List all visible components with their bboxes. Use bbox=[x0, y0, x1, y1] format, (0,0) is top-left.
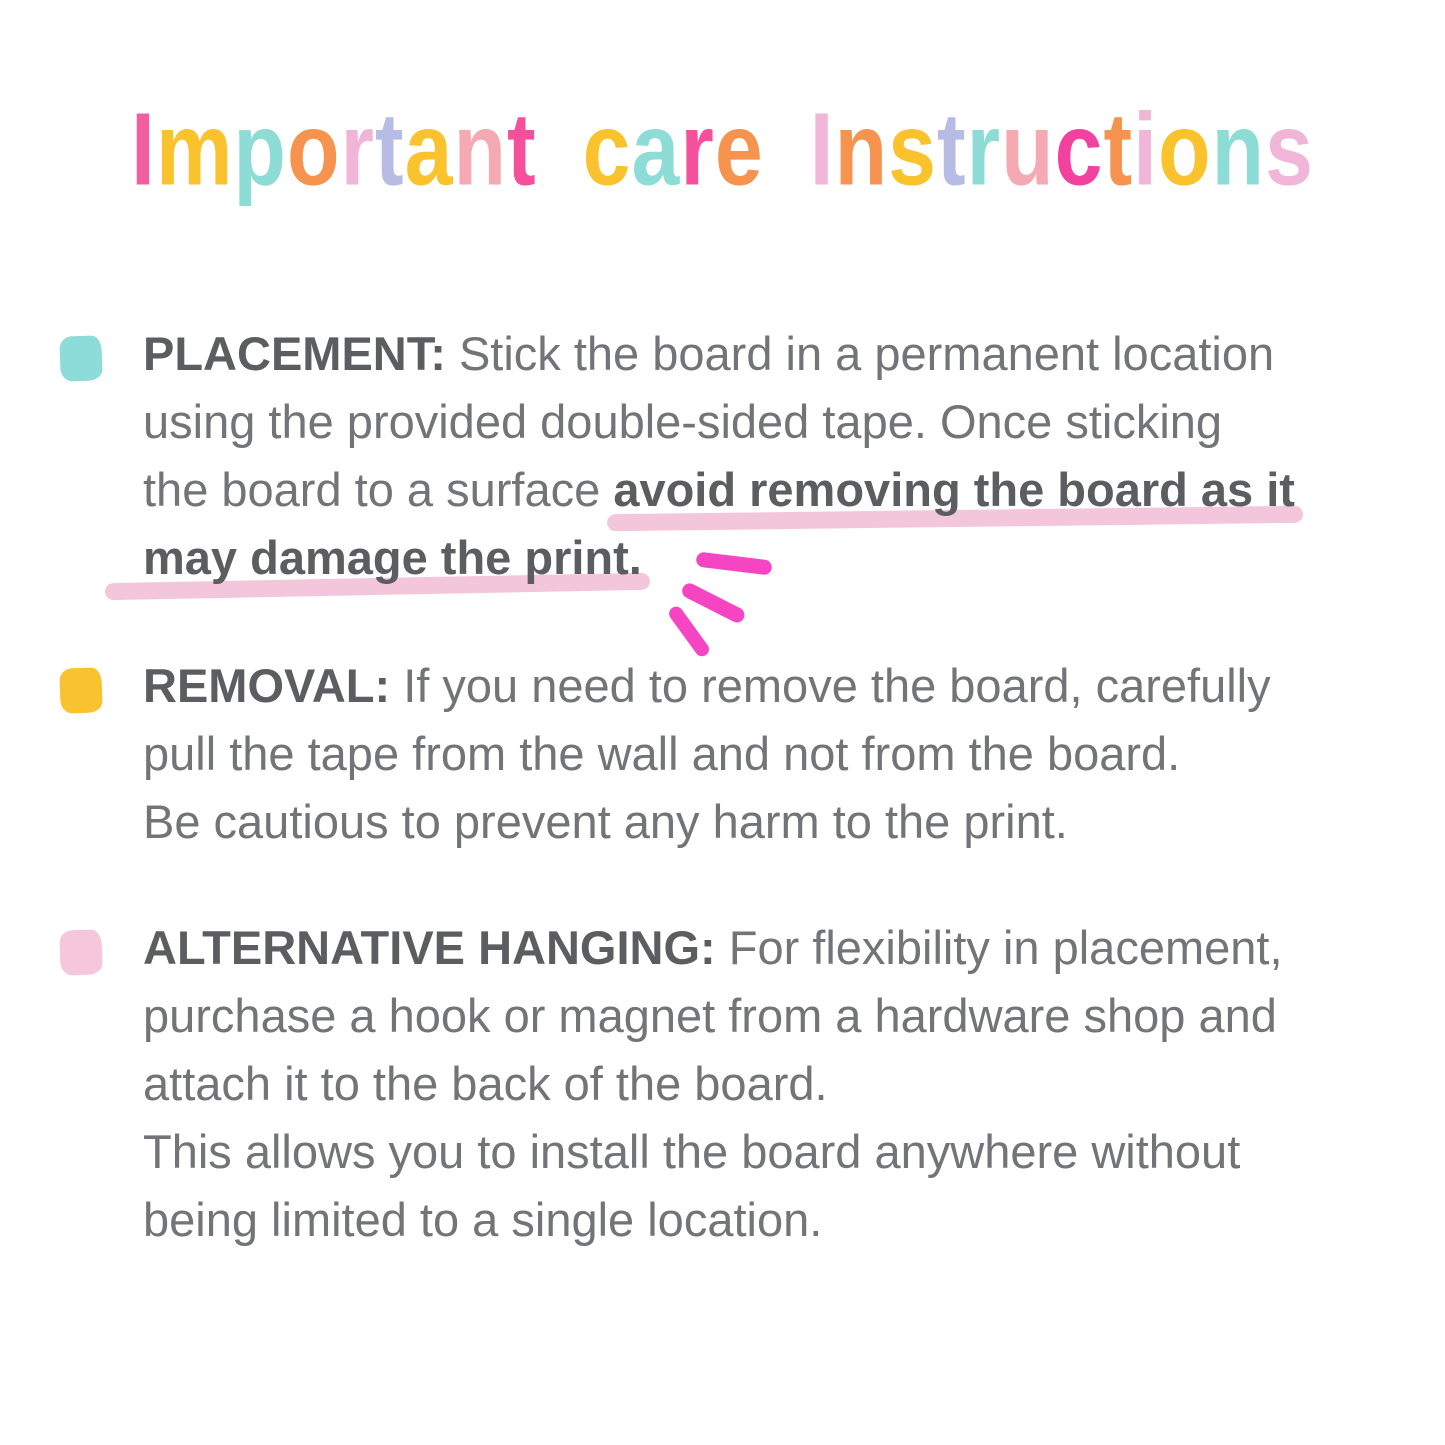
text-line bbox=[143, 1050, 1283, 1118]
text-line bbox=[143, 320, 1295, 388]
title-letter: s bbox=[888, 92, 937, 208]
body-text: pull the tape from the wall and not from the board. bbox=[143, 727, 1181, 780]
title-letter: t bbox=[936, 92, 967, 208]
section-alternative-hanging bbox=[60, 914, 1283, 1254]
body-text: If you need to remove the board, carefully bbox=[403, 659, 1271, 712]
title-letter: p bbox=[233, 92, 287, 208]
body-text: purchase a hook or magnet from a hardware shop and bbox=[143, 989, 1277, 1042]
emphasis-stroke-icon bbox=[666, 604, 711, 659]
section-label: PLACEMENT: bbox=[143, 327, 459, 380]
title-letter: I bbox=[131, 92, 156, 208]
highlighted-warning-text: may damage the print. bbox=[143, 531, 642, 584]
title-letter: e bbox=[714, 92, 764, 208]
title-letter: t bbox=[374, 92, 405, 208]
body-text: This allows you to install the board anywhere without bbox=[143, 1125, 1241, 1178]
text-line bbox=[143, 788, 1271, 856]
body-text: Stick the board in a permanent location bbox=[458, 327, 1275, 380]
page-title bbox=[0, 92, 1445, 208]
title-letter: c bbox=[582, 92, 632, 208]
title-letter: m bbox=[155, 92, 234, 208]
title-letter: t bbox=[1103, 92, 1134, 208]
title-letter: r bbox=[966, 92, 1002, 208]
title-letter: a bbox=[404, 92, 454, 208]
title-letter: n bbox=[453, 92, 508, 208]
body-text: the board to a surface bbox=[143, 463, 614, 516]
text-line bbox=[143, 982, 1283, 1050]
body-text: using the provided double-sided tape. Once sticking bbox=[143, 395, 1223, 448]
text-line bbox=[143, 1186, 1283, 1254]
title-letter: c bbox=[1054, 92, 1104, 208]
body-text: Be cautious to prevent any harm to the print. bbox=[143, 795, 1068, 848]
title-letter: u bbox=[1001, 92, 1055, 208]
text-line bbox=[143, 456, 1295, 524]
section-label: ALTERNATIVE HANGING: bbox=[143, 921, 729, 974]
body-text: attach it to the back of the board. bbox=[143, 1057, 828, 1110]
title-letter: s bbox=[1265, 92, 1314, 208]
highlighted-warning-text: avoid removing the board as it bbox=[613, 463, 1295, 516]
title-letter: n bbox=[1211, 92, 1266, 208]
text-line bbox=[143, 1118, 1283, 1186]
section-text bbox=[143, 320, 1295, 592]
text-line bbox=[143, 388, 1295, 456]
title-letter: i bbox=[1133, 92, 1158, 208]
section-removal bbox=[60, 652, 1271, 856]
body-text: being limited to a single location. bbox=[143, 1193, 823, 1246]
title-letter: r bbox=[340, 92, 375, 208]
title-letter: n bbox=[834, 92, 889, 208]
section-text bbox=[143, 652, 1271, 856]
bullet-square-icon bbox=[59, 335, 103, 381]
section-text bbox=[143, 914, 1283, 1254]
title-letter: a bbox=[631, 92, 681, 208]
text-line bbox=[143, 652, 1271, 720]
text-line bbox=[143, 914, 1283, 982]
title-letter: o bbox=[286, 92, 341, 208]
title-letter: I bbox=[809, 92, 835, 208]
bullet-square-icon bbox=[59, 929, 103, 975]
title-letter: t bbox=[507, 92, 537, 208]
text-line bbox=[143, 720, 1271, 788]
body-text: For flexibility in placement, bbox=[728, 921, 1283, 974]
title-letter: o bbox=[1158, 92, 1212, 208]
section-label: REMOVAL: bbox=[143, 659, 404, 712]
section-placement bbox=[60, 320, 1295, 592]
bullet-square-icon bbox=[59, 667, 103, 713]
title-letter: r bbox=[680, 92, 715, 208]
